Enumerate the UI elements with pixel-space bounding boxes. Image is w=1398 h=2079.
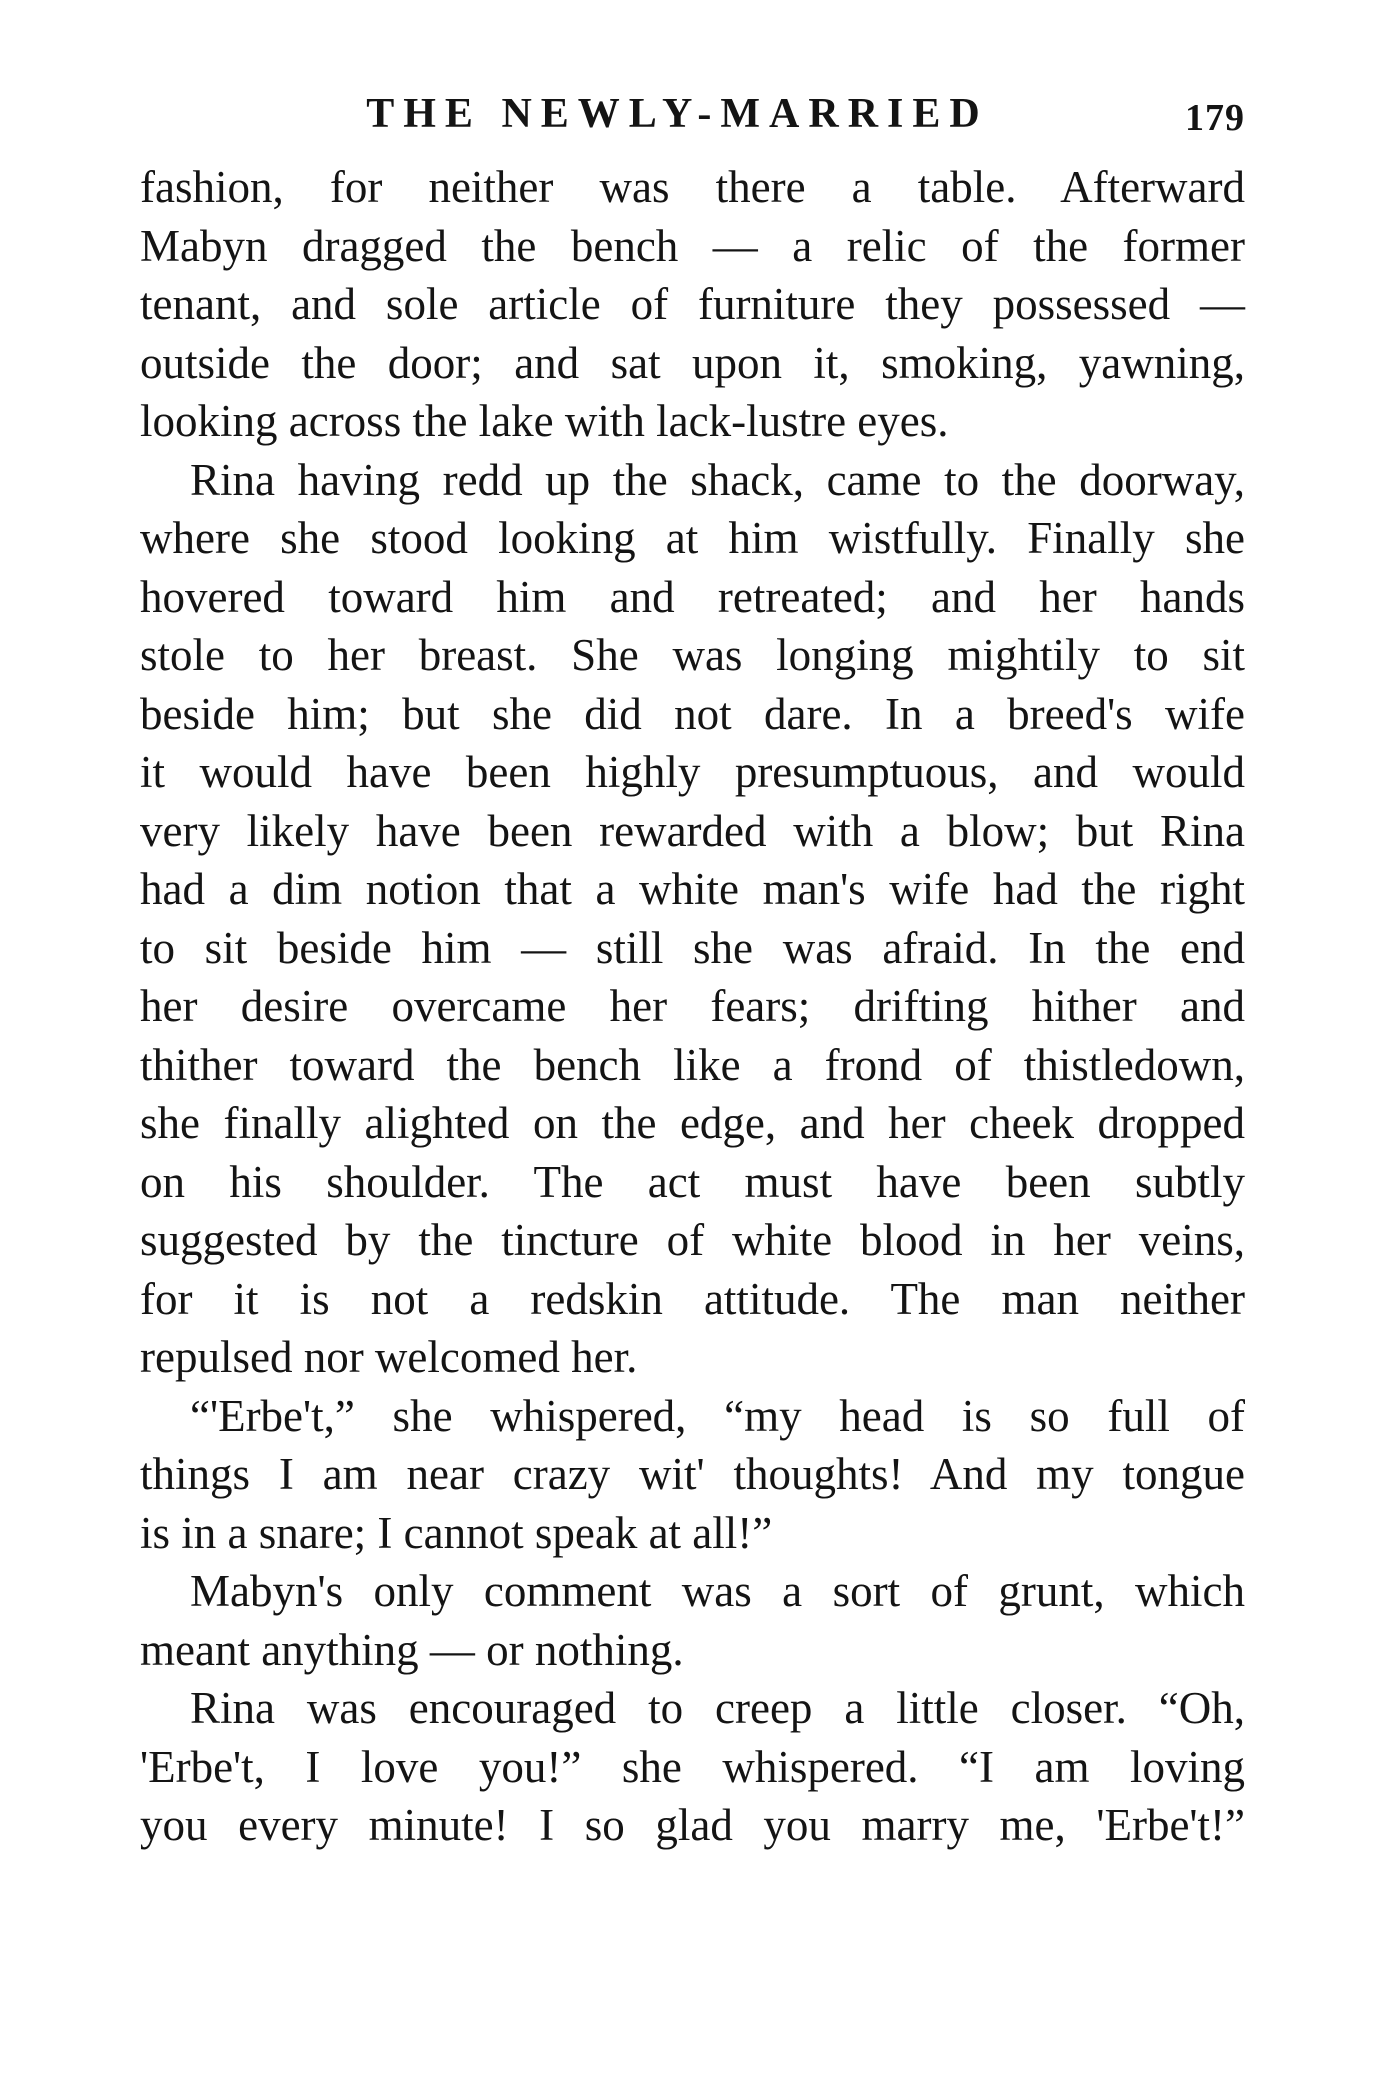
text-line: you every minute! I so glad you marry me, 'Erbe't!” — [140, 1800, 1245, 1850]
text-line: beside him; but she did not dare. In a breed's wife — [140, 688, 1245, 739]
text-line: “'Erbe't,” she whispered, “my head is so full of — [190, 1390, 1245, 1441]
text-line: thither toward the bench like a frond of thistledown, — [140, 1039, 1245, 1090]
text-line: on his shoulder. The act must have been subtly — [140, 1156, 1245, 1207]
text-line: where she stood looking at him wistfully. Finally she — [140, 513, 1245, 563]
text-line: Rina having redd up the shack, came to the doorway, — [190, 454, 1245, 505]
body-text — [140, 158, 1245, 1855]
text-line: repulsed nor welcomed her. — [140, 1332, 638, 1382]
text-line: for it is not a redskin attitude. The man neither — [140, 1273, 1245, 1324]
text-line: suggested by the tincture of white blood in her veins, — [140, 1215, 1245, 1265]
text-line: stole to her breast. She was longing mightily to sit — [140, 630, 1245, 680]
text-line: Mabyn's only comment was a sort of grunt, which — [190, 1566, 1245, 1616]
text-line: to sit beside him — still she was afraid. In the end — [140, 922, 1245, 973]
text-line: she finally alighted on the edge, and her cheek dropped — [140, 1098, 1245, 1148]
text-line: 'Erbe't, I love you!” she whispered. “I am loving — [140, 1741, 1245, 1792]
text-line: hovered toward him and retreated; and her hands — [140, 571, 1245, 622]
text-line: Rina was encouraged to creep a little closer. “Oh, — [190, 1683, 1245, 1733]
text-line: her desire overcame her fears; drifting hither and — [140, 981, 1245, 1031]
text-line: it would have been highly presumptuous, and would — [140, 747, 1245, 797]
text-line: outside the door; and sat upon it, smoking, yawning, — [140, 337, 1245, 388]
running-head — [140, 84, 1245, 144]
text-line: meant anything — or nothing. — [140, 1624, 684, 1675]
text-line: tenant, and sole article of furniture they possessed — — [140, 279, 1245, 329]
text-line: had a dim notion that a white man's wife had the right — [140, 864, 1245, 914]
text-line: looking across the lake with lack-lustre eyes. — [140, 396, 949, 446]
text-line: very likely have been rewarded with a blow; but Rina — [140, 805, 1245, 856]
text-line: fashion, for neither was there a table. Afterward — [140, 162, 1245, 212]
page-number: 179 — [1185, 97, 1245, 139]
running-title: THE NEWLY-MARRIED — [366, 91, 989, 137]
text-line: is in a snare; I cannot speak at all!” — [140, 1507, 773, 1558]
text-line: Mabyn dragged the bench — a relic of the former — [140, 220, 1245, 271]
text-line: things I am near crazy wit' thoughts! And my tongue — [140, 1449, 1245, 1499]
